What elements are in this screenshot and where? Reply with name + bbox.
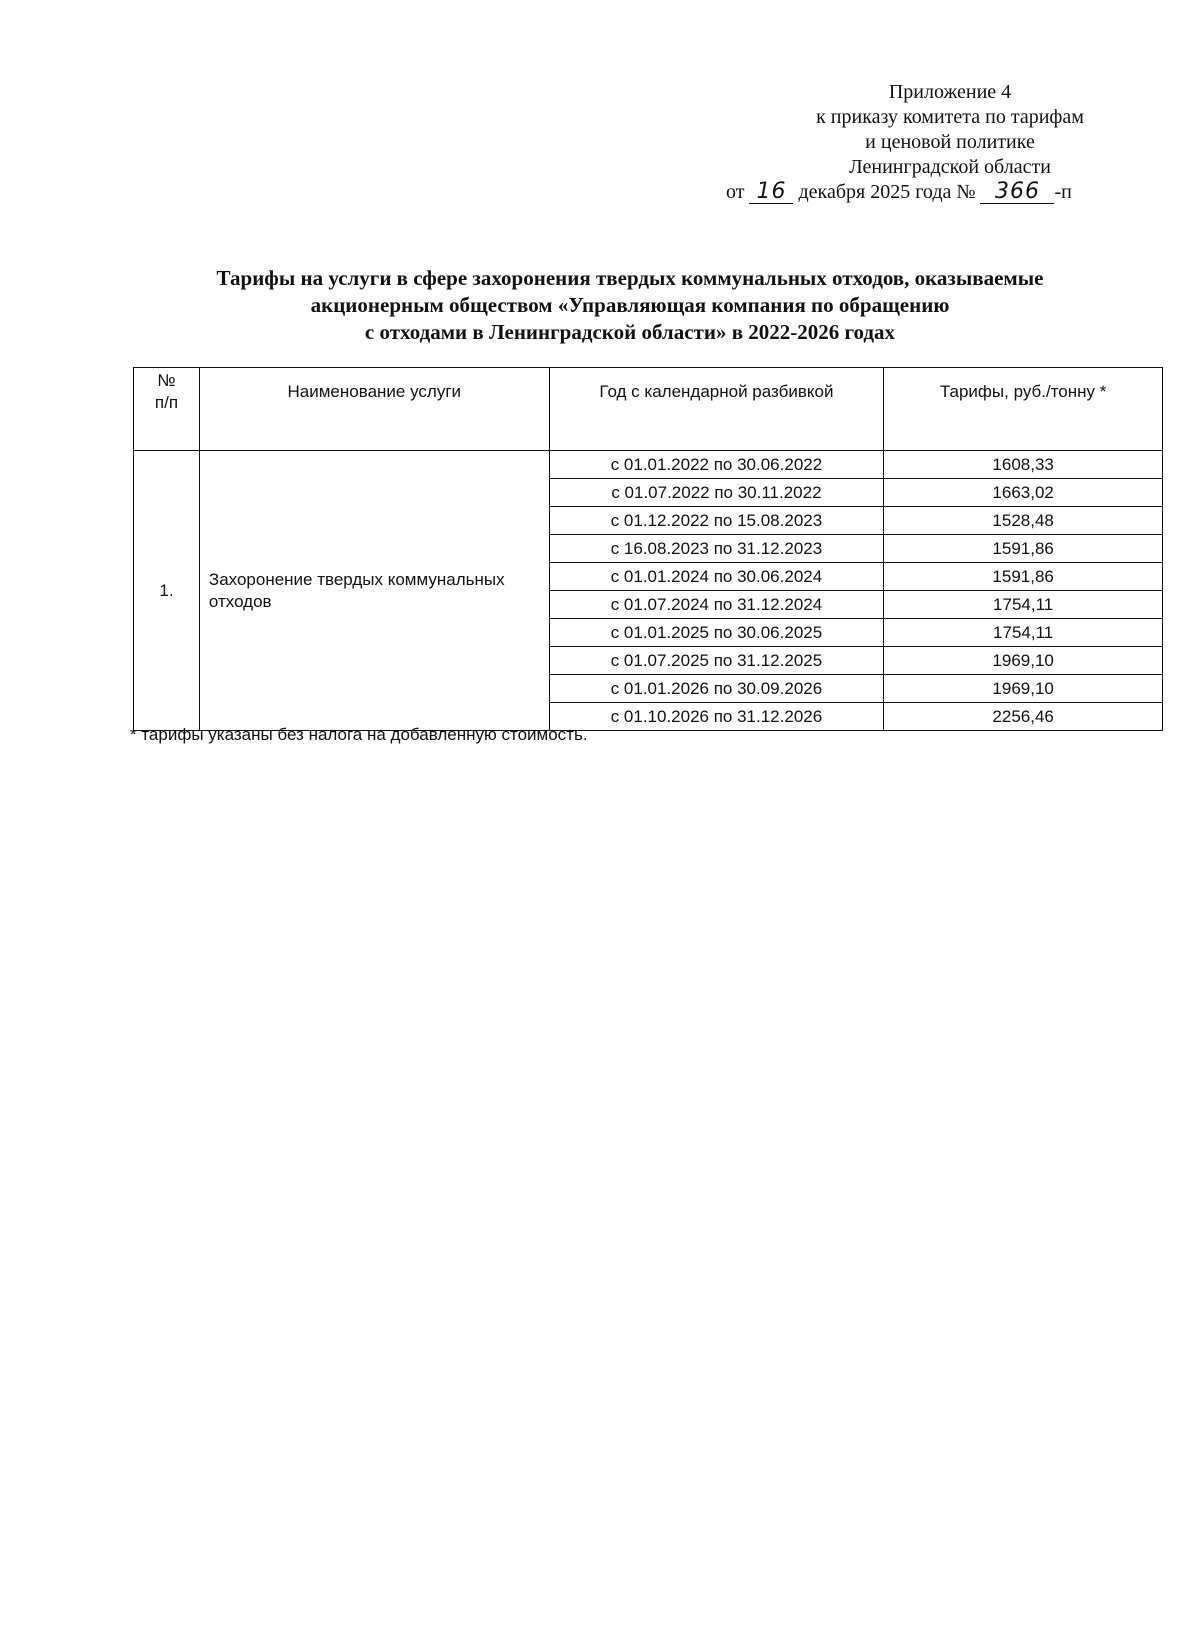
appendix-order-ref: к приказу комитета по тарифам <box>816 106 1084 128</box>
appendix-number: Приложение 4 <box>888 81 1012 103</box>
title-line-3: с отходами в Ленинградской области» в 2022-2026 годах <box>364 320 896 344</box>
period-cell: с 01.07.2022 по 30.11.2022 <box>549 479 884 507</box>
period-cell: с 01.07.2024 по 31.12.2024 <box>549 591 884 619</box>
period-cell: с 01.12.2022 по 15.08.2023 <box>549 507 884 535</box>
order-date-line <box>726 180 1146 205</box>
date-middle: декабря 2025 года № <box>798 181 976 203</box>
period-cell: с 01.07.2025 по 31.12.2025 <box>549 647 884 675</box>
title-line-1: Тарифы на услуги в сфере захоронения твердых коммунальных отходов, оказываемые <box>216 266 1044 290</box>
order-number: 366 <box>980 181 1054 204</box>
vat-footnote: * тарифы указаны без налога на добавленную стоимость. <box>130 725 588 744</box>
row-number: 1. <box>134 451 200 731</box>
tariff-cell: 1608,33 <box>884 451 1163 479</box>
header-number-pp: п/п <box>154 393 179 412</box>
tariff-cell: 2256,46 <box>884 703 1163 731</box>
tariff-cell: 1754,11 <box>884 619 1163 647</box>
order-day: 16 <box>749 181 793 204</box>
header-period: Год с календарной разбивкой <box>549 368 884 451</box>
appendix-region: Ленинградской области <box>849 156 1051 178</box>
appendix-committee: и ценовой политике <box>865 131 1035 153</box>
tariff-cell: 1969,10 <box>884 647 1163 675</box>
tariffs-table <box>133 367 1163 731</box>
period-cell: с 01.10.2026 по 31.12.2026 <box>549 703 884 731</box>
tariff-cell: 1969,10 <box>884 675 1163 703</box>
appendix-header <box>726 80 1160 205</box>
period-cell: с 16.08.2023 по 31.12.2023 <box>549 535 884 563</box>
period-cell: с 01.01.2025 по 30.06.2025 <box>549 619 884 647</box>
tariff-cell: 1591,86 <box>884 535 1163 563</box>
period-cell: с 01.01.2022 по 30.06.2022 <box>549 451 884 479</box>
document-title <box>140 265 1120 346</box>
date-prefix: от <box>726 181 745 203</box>
header-tariff: Тарифы, руб./тонну * <box>884 368 1163 451</box>
tariff-cell: 1663,02 <box>884 479 1163 507</box>
header-number <box>134 368 200 451</box>
tariff-cell: 1528,48 <box>884 507 1163 535</box>
table-row <box>134 451 1163 479</box>
order-number-suffix: -п <box>1054 181 1072 203</box>
title-line-2: акционерным обществом «Управляющая компания по обращению <box>310 293 950 317</box>
period-cell: с 01.01.2024 по 30.06.2024 <box>549 563 884 591</box>
service-name: Захоронение твердых коммунальных отходов <box>199 451 549 731</box>
header-number-sign: № <box>157 371 176 390</box>
period-cell: с 01.01.2026 по 30.09.2026 <box>549 675 884 703</box>
tariff-cell: 1754,11 <box>884 591 1163 619</box>
tariff-cell: 1591,86 <box>884 563 1163 591</box>
table-header-row <box>134 368 1163 451</box>
header-service: Наименование услуги <box>199 368 549 451</box>
